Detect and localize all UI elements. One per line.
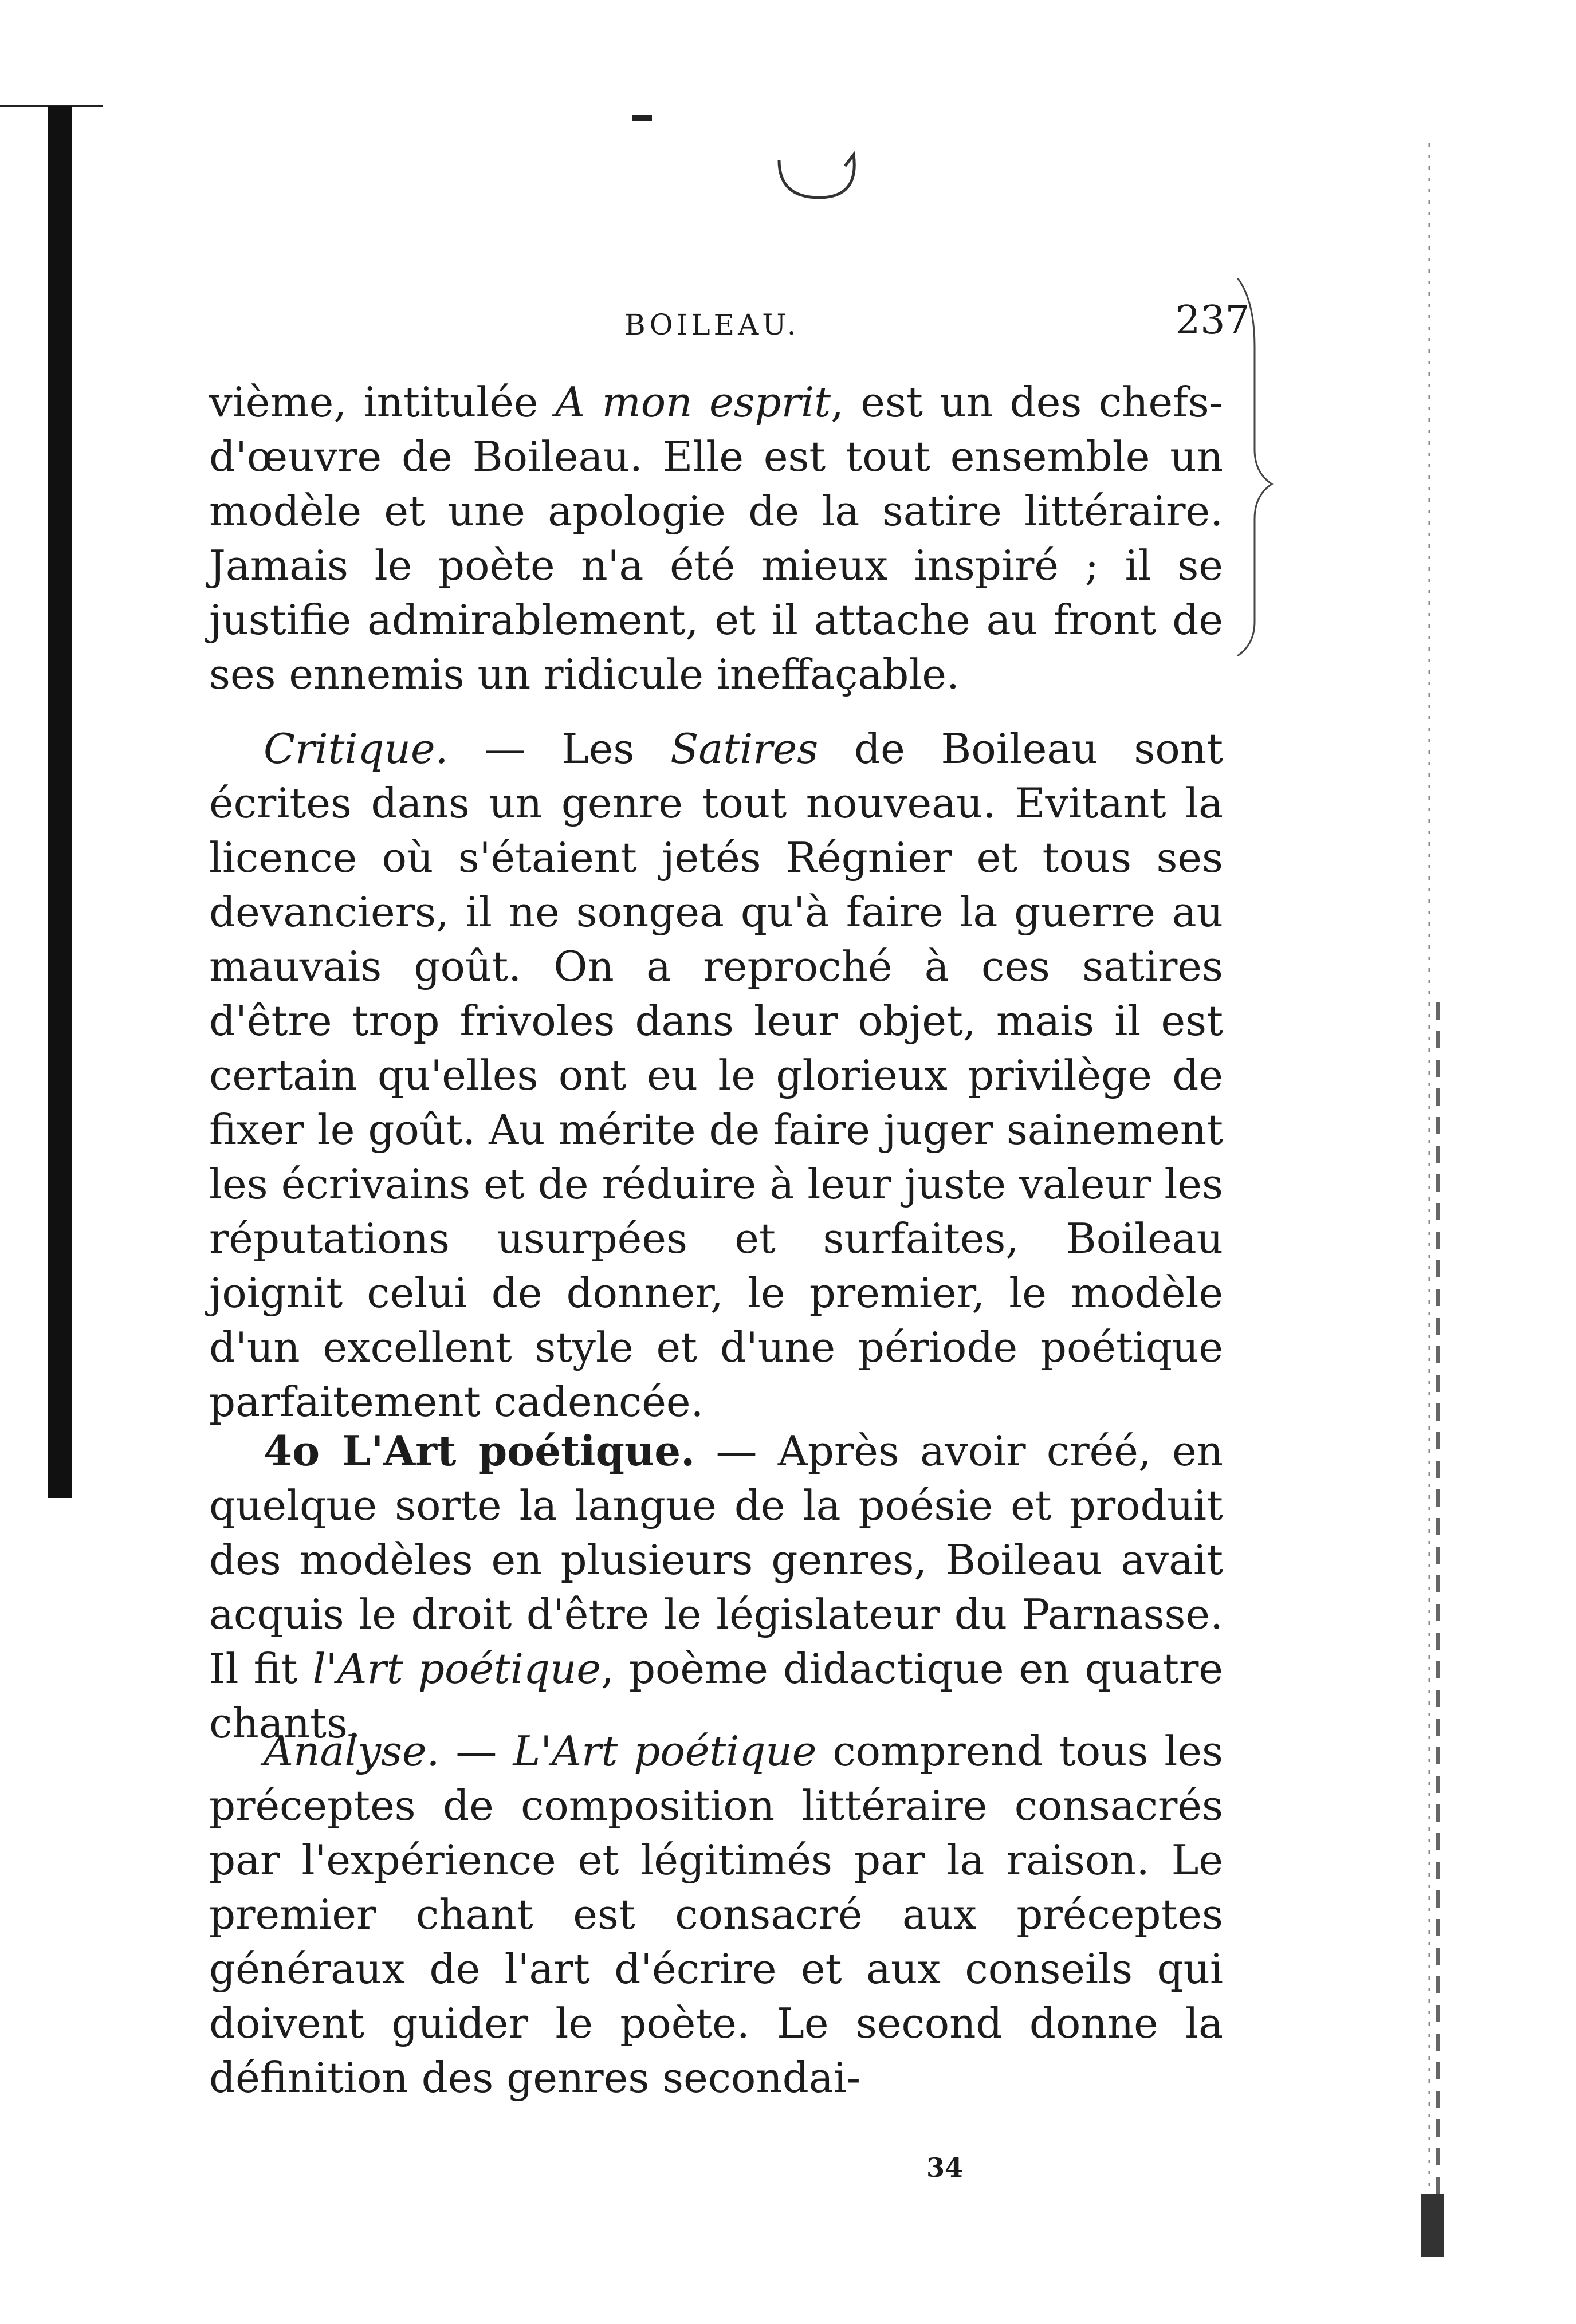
paragraph-analyse: Analyse. — L'Art poétique comprend tous les préceptes de composition littéraire consacrés par l'expérience et légitimés par la raison. Le premier chant est consacré aux préceptes généraux de l'art d'écrire et aux conseils qui doivent guider le poète. Le second donne la définition des genres secondai- <box>209 1727 1223 2102</box>
scan-edge-noise <box>1398 143 1461 2263</box>
critique-label: Critique. <box>264 725 449 773</box>
page-number: 237 <box>1176 298 1250 343</box>
paragraph-1: vième, intitulée A mon esprit, est un des chefs-d'œuvre de Boileau. Elle est tout ensemble un modèle et une apologie de la satire littéraire. Jamais le poète n'a été mieux inspiré ; il se justifie admirablement, et il attache au front de ses ennemis un ridicule ineffaçable. <box>209 378 1224 698</box>
section-heading: 4o L'Art poétique. <box>264 1426 695 1475</box>
paragraph-art-poetique: 4o L'Art poétique. — Après avoir créé, en quelque sorte la langue de la poésie et produit des modèles en plusieurs genres, Boileau avait acquis le droit d'être le législateur du Parnasse. Il fit l'Art poétique, poème didactique en quatre chants. <box>209 1426 1223 1747</box>
running-head-title: BOILEAU. <box>624 308 800 341</box>
scan-mark <box>632 115 652 121</box>
handwritten-mark-icon <box>768 143 871 206</box>
work-title: l'Art poétique <box>312 1645 601 1693</box>
work-title: Satires <box>670 725 819 773</box>
scan-spine-shadow <box>48 106 72 1498</box>
work-title: A mon esprit <box>555 378 831 426</box>
analyse-label: Analyse. <box>264 1727 440 1775</box>
paragraph-critique: Critique. — Les Satires de Boileau sont écrites dans un genre tout nouveau. Evitant la licence où s'étaient jetés Régnier et tous ses devanciers, il ne songea qu'à faire la guerre au mauvais goût. On a reproché à ces satires d'être trop frivoles dans leur objet, mais il est certain qu'elles ont eu le glorieux privilège de fixer le goût. Au mérite de faire juger sainement les écrivains et de réduire à leur juste valeur les réputations usurpées et surfaites, Boileau joignit celui de donner, le premier, le modèle d'un excellent style et d'une période poétique parfaitement cadencée. <box>209 725 1223 1426</box>
work-title: L'Art poétique <box>513 1727 817 1775</box>
signature-mark: 34 <box>926 2152 964 2183</box>
